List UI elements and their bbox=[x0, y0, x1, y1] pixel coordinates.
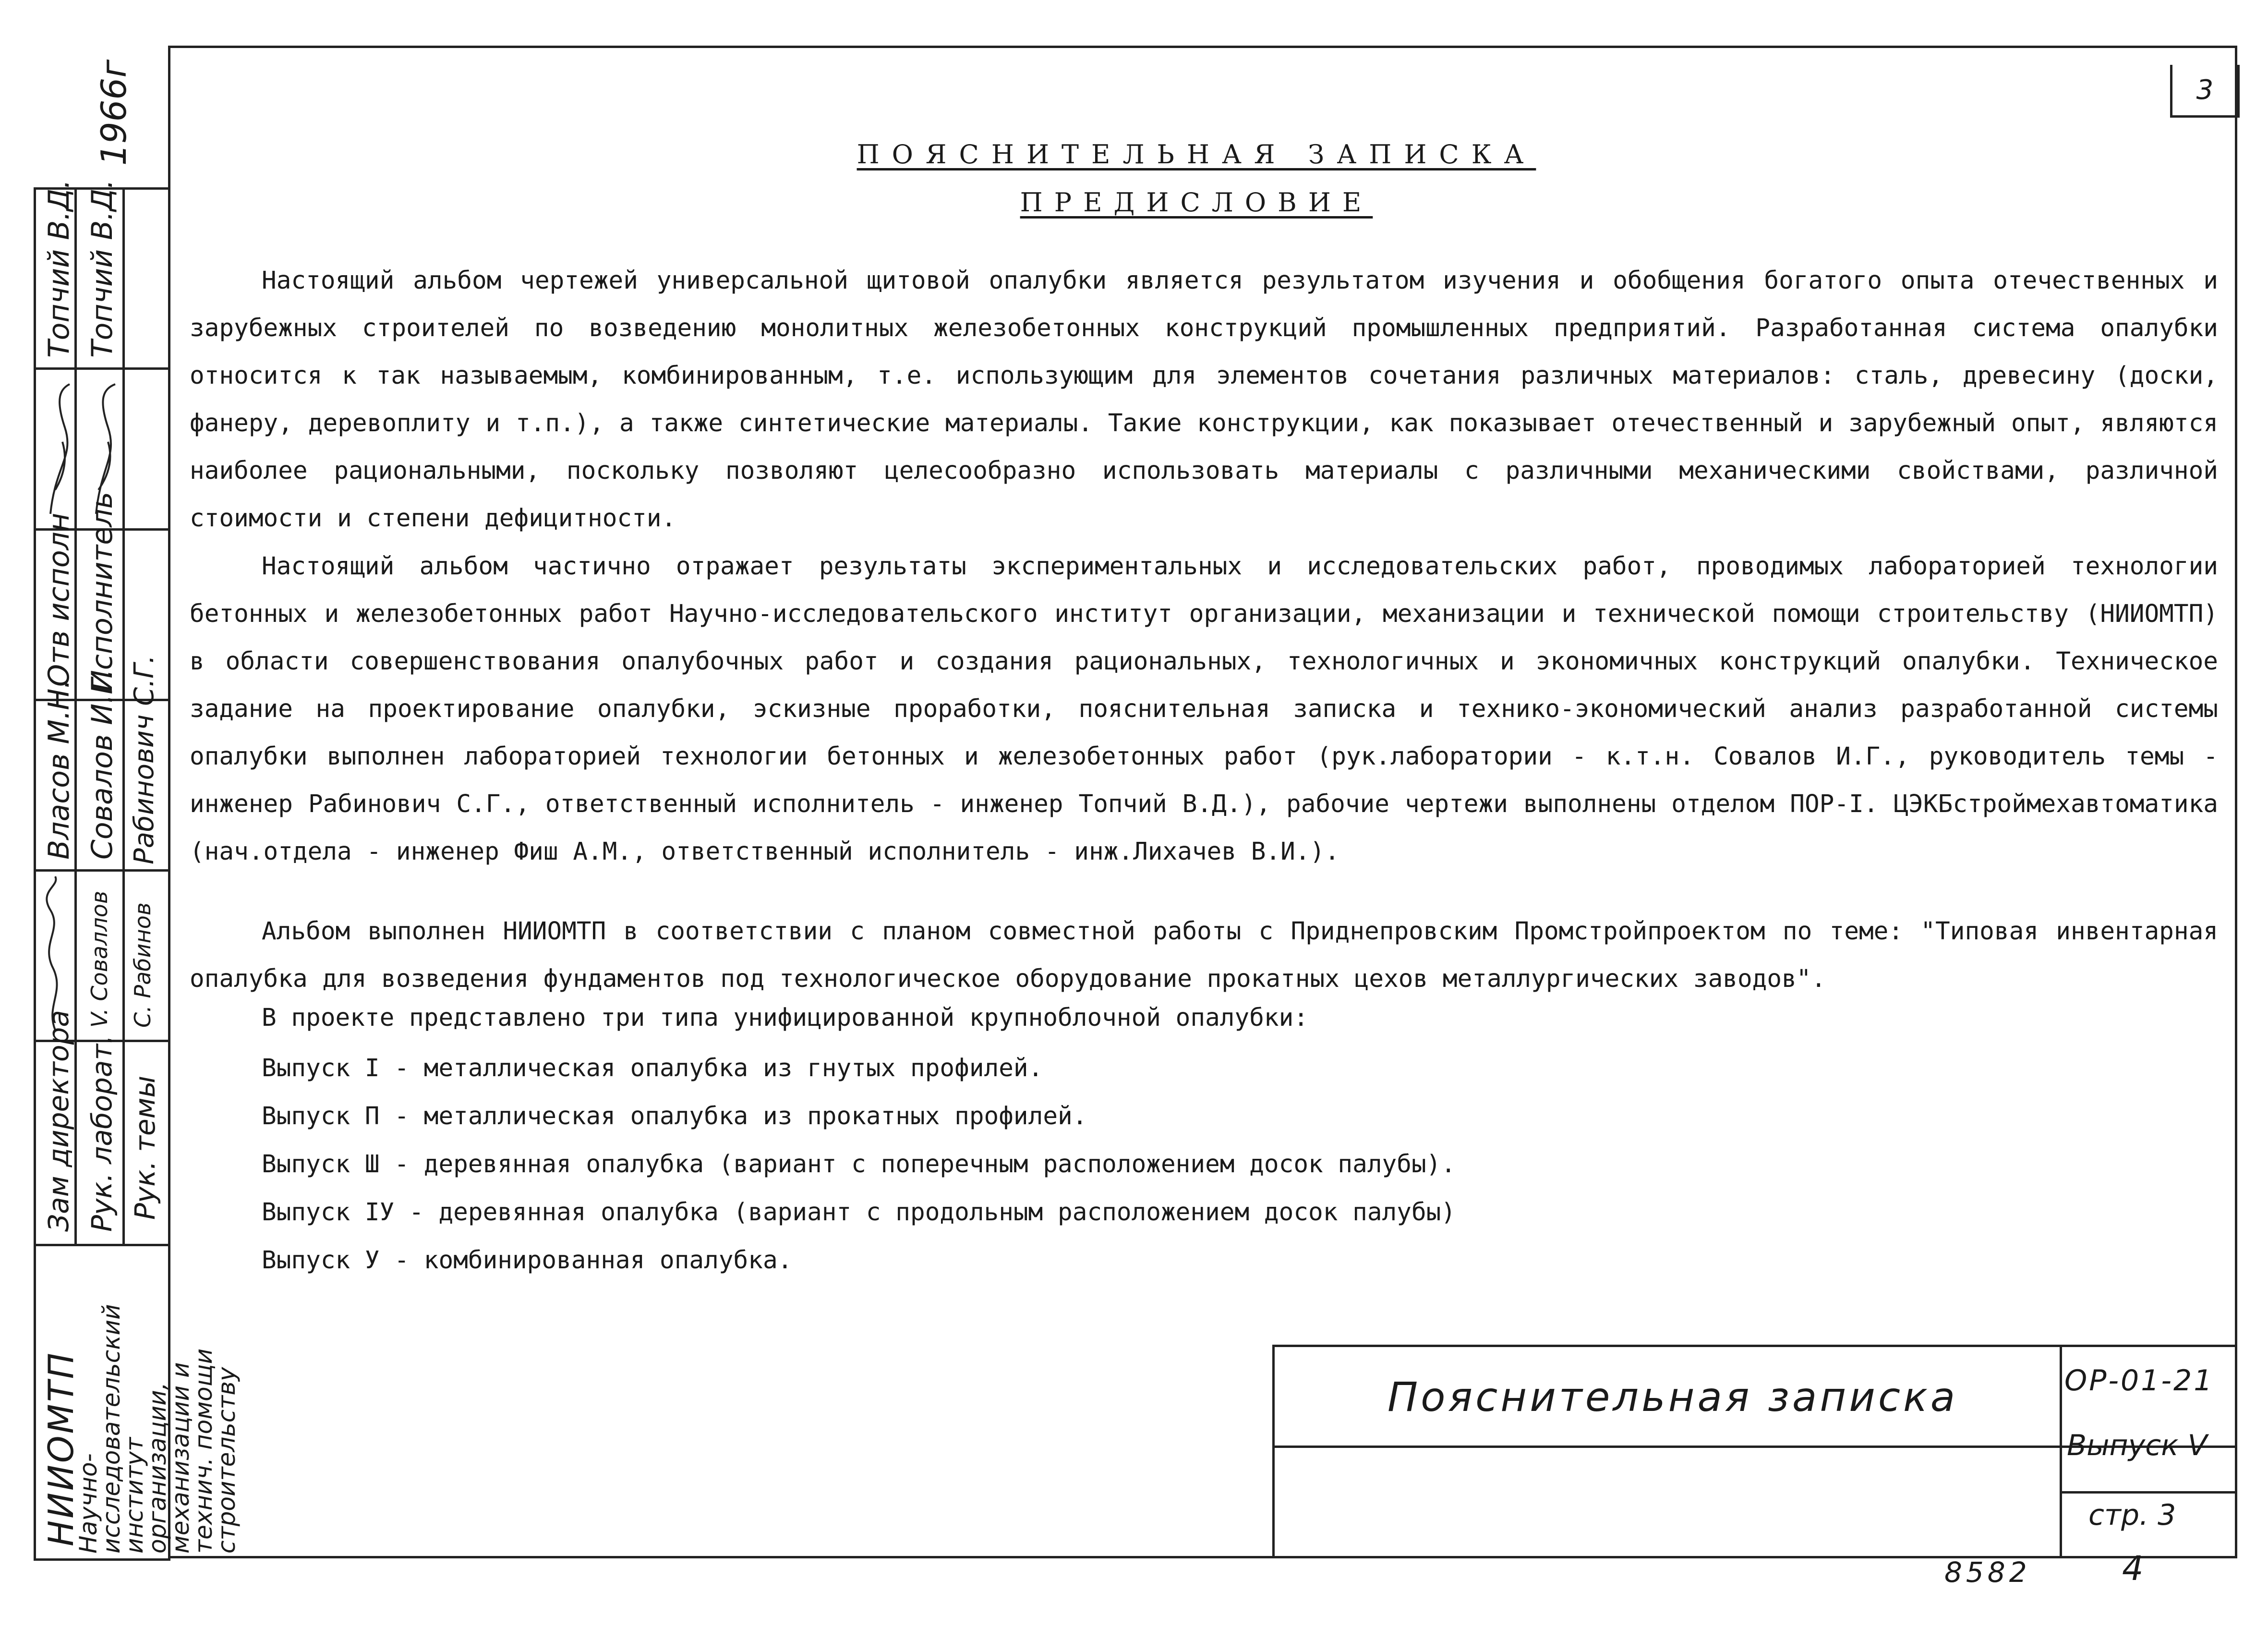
stamp-role-1: Отв исполн bbox=[42, 512, 76, 687]
page-number: 3 bbox=[2170, 65, 2240, 118]
stamp-signature-sovalov: V. Соваллов bbox=[86, 890, 112, 1028]
title-block-code: ОР-01-21 bbox=[2064, 1364, 2214, 1397]
stamp-name-topchiy-2: Топчий В.Д. bbox=[85, 179, 119, 358]
title-block-issue: Выпуск Ⅴ bbox=[2067, 1429, 2208, 1462]
list-item: Выпуск I - металлическая опалубка из гнутых профилей. bbox=[262, 1054, 1043, 1082]
footer-left-number: 8582 bbox=[1944, 1556, 2031, 1589]
stamp-name-topchiy-1: Топчий В.Д. bbox=[42, 179, 76, 358]
title-block-sheet: стр. 3 bbox=[2088, 1498, 2176, 1532]
list-item: Выпуск П - металлическая опалубка из прокатных профилей. bbox=[262, 1102, 1087, 1130]
paragraph-1: Настоящий альбом чертежей универсальной щитовой опалубки является результатом изучения и обобщения богатого опыта отечественных и зарубежных строителей по возведению монолитных железобетонных конструкций промышленных предприятий. Разработанная система опалубки относится к так называемым, комбинированным, т.е. использующим для элементов сочетания различных материалов: сталь, древесину (доски, фанеру, деревоплиту и т.п.), а также синтетические материалы. Такие конструкции, как показывает отечественный и зарубежный опыт, являются наиболее рациональными, поскольку позволяют целесообразно использовать материалы с различными механическими свойствами, различной стоимости и степени дефицитности. bbox=[190, 267, 2218, 533]
page-subtitle: ПРЕДИСЛОВИЕ bbox=[1020, 187, 1373, 218]
page-title: ПОЯСНИТЕЛЬНАЯ ЗАПИСКА bbox=[857, 139, 1536, 170]
stamp-org: НИИОМТП bbox=[41, 1351, 81, 1546]
stamp-org-full: Научно-исследовательский институт организации, механизации и технич. помощи строительству bbox=[74, 1304, 241, 1554]
stamp-year: 1966г bbox=[94, 59, 134, 166]
paragraph-4: В проекте представлено три типа унифицированной крупноблочной опалубки: bbox=[262, 1004, 1309, 1032]
stamp-position-2: Рук. лаборат. bbox=[85, 1035, 118, 1232]
stamp-position-1: Зам директора bbox=[42, 1010, 75, 1232]
stamp-signature-rabinovich: С. Рабинов bbox=[130, 902, 156, 1028]
list-item: Выпуск Ш - деревянная опалубка (вариант с поперечным расположением досок палубы). bbox=[262, 1150, 1456, 1178]
paragraph-3: Альбом выполнен НИИОМТП в соответствии с планом совместной работы с Приднепровским Промстройпроектом по теме: "Типовая инвентарная опалубка для возведения фундаментов под технологическое оборудование прокатных цехов металлургических заводов". bbox=[190, 917, 2218, 993]
list-item: Выпуск IУ - деревянная опалубка (вариант с продольным расположением досок палубы) bbox=[262, 1198, 1456, 1227]
stamp-position-3: Рук. темы bbox=[129, 1075, 161, 1220]
paragraph-2: Настоящий альбом частично отражает результаты экспериментальных и исследовательских работ, проводимых лабораторией технологии бетонных и железобетонных работ Научно-исследовательского институт организации, механизации и технической помощи строительству (НИИОМТП) в области совершенствования опалубочных работ и создания рациональных, технологичных и экономичных конструкций опалубки. Техническое задание на проектирование опалубки, эскизные проработки, пояснительная записка и технико-экономический анализ разработанной системы опалубки выполнен лабораторией технологии бетонных и железобетонных работ (рук.лаборатории - к.т.н. Совалов И.Г., руководитель темы - инженер Рабинович С.Г., ответственный исполнитель - инженер Топчий В.Д.), рабочие чертежи выполнены отделом ПОР-I. ЦЭКБстроймехавтоматика (нач.отдела - инженер Фиш А.М., ответственный исполнитель - инж.Лихачев В.И.). bbox=[190, 552, 2218, 866]
stamp-role-2: Исполнитель bbox=[85, 492, 119, 692]
stamp-name-sovalov: Совалов И.Г. bbox=[85, 669, 119, 860]
stamp-name-vlasov: Власов М.Н. bbox=[42, 679, 76, 860]
stamp-name-rabinovich: Рабинович С.Г. bbox=[129, 655, 160, 864]
list-item: Выпуск У - комбинированная опалубка. bbox=[262, 1246, 793, 1275]
title-block-name: Пояснительная записка bbox=[1387, 1373, 1958, 1421]
footer-right-number: 4 bbox=[2122, 1549, 2144, 1588]
